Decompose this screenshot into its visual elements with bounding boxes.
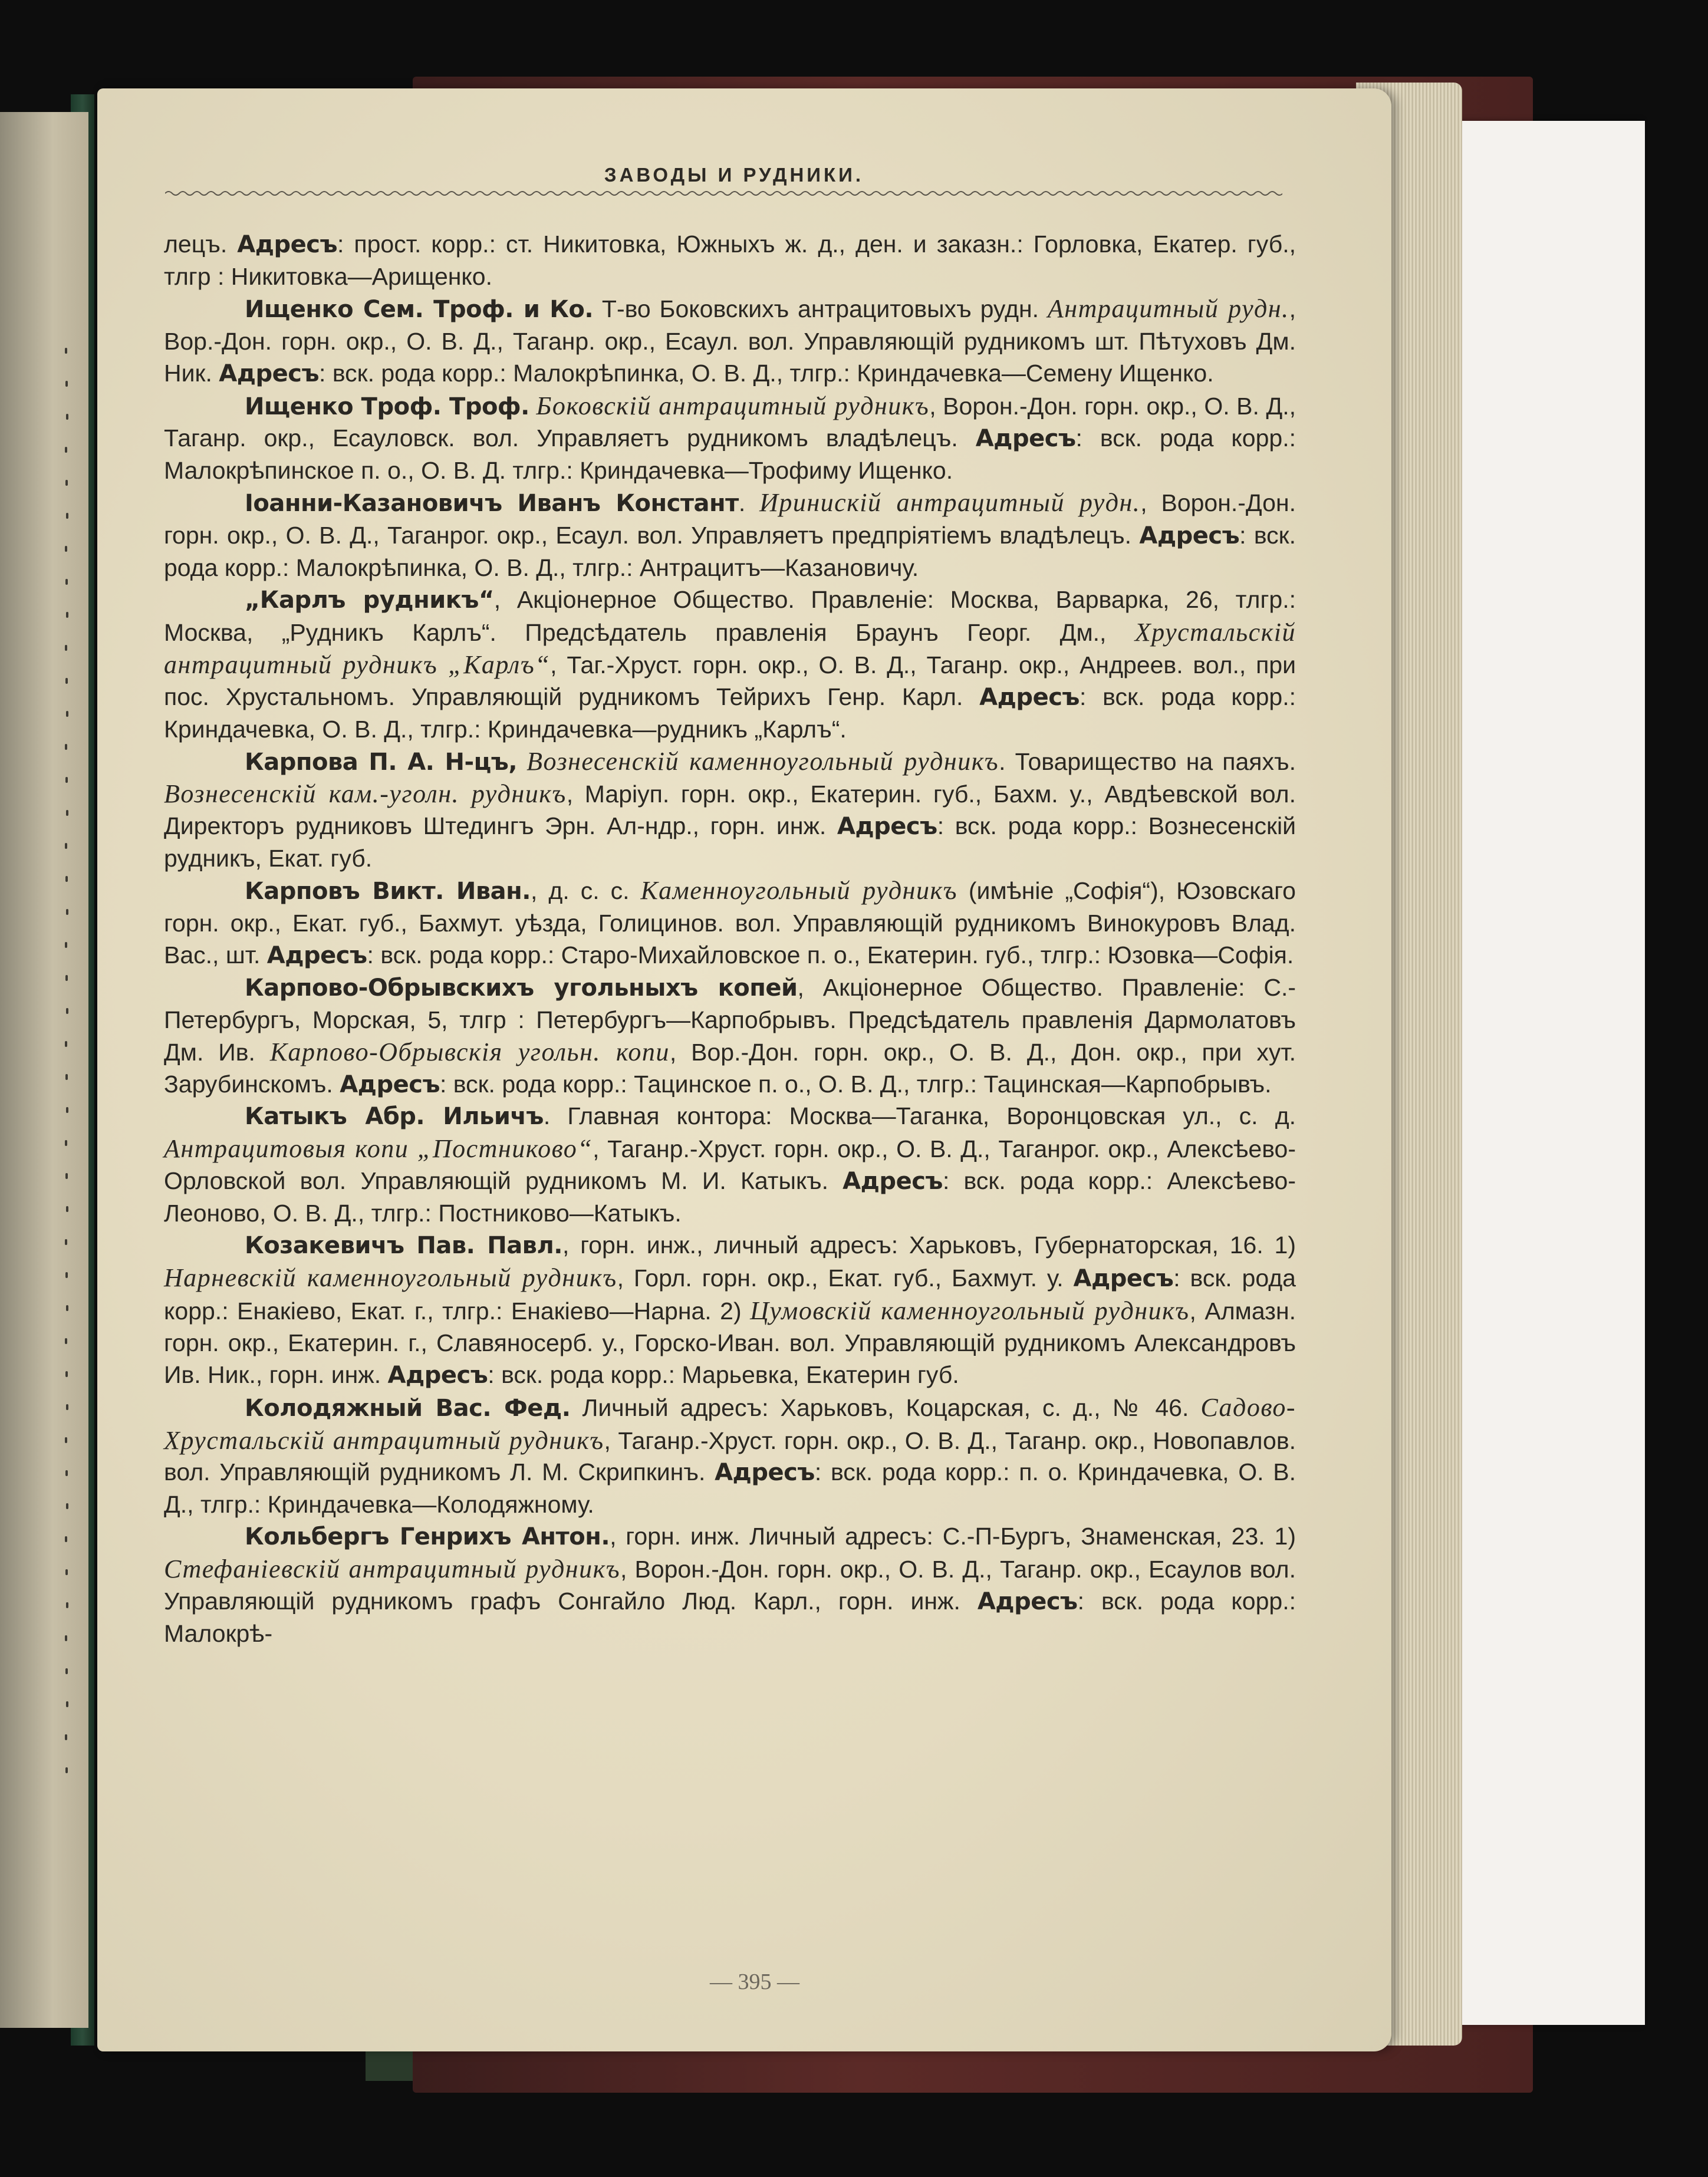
entry-heading: Карпова П. А. Н-цъ, (245, 748, 518, 776)
entry-text: : вск. рода корр.: п. о. Криндачевка, О. В. Д., тлгр.: Криндачевка—Колодяжному. (164, 1458, 1296, 1519)
directory-entry (164, 1392, 1296, 1521)
entry-heading: Адресъ (975, 425, 1076, 453)
entry-text: : вск. рода корр.: Енакіево, Екат. г., тлгр.: Енакіево—Нарна. 2) (164, 1264, 1296, 1325)
entry-text: , Таганр.-Хруст. горн. окр., О. В. Д., Таганрог. окр., Алексѣево-Орловской вол. Управляющій рудникомъ М. И. Катыкъ. (164, 1135, 1296, 1195)
entry-heading: Іоанни-Казановичъ Иванъ Констант (245, 490, 739, 518)
entry-heading: Козакевичъ Пав. Павл. (245, 1232, 562, 1260)
mine-name: Иринискій антрацитный рудн. (759, 488, 1141, 518)
mine-name: Садово-Хрустальскій антрацитный рудникъ (164, 1392, 1296, 1455)
entry-heading: Колодяжный Вас. Фед. (245, 1394, 571, 1422)
entry-text: (имѣніе „Софія“), Юзовскаго горн. окр., Екат. губ., Бахмут. уѣзда, Голицинов. вол. Управляющій рудникомъ Винокуровъ Влад. Вас., шт. (164, 877, 1296, 969)
entry-heading: Карповъ Викт. Иван. (245, 878, 531, 905)
entry-text: : вск. рода корр.: Малокрѣпинское п. о., О. В. Д. тлгр.: Криндачевка—Трофиму Ищенко. (164, 424, 1296, 485)
mine-name: Хрустальскій антрацитный рудникъ „Карлъ“ (164, 617, 1296, 679)
entry-heading: Адресъ (1073, 1265, 1174, 1292)
directory-entry (164, 1521, 1296, 1650)
entry-heading: Адресъ (837, 813, 937, 841)
entry-heading: Адресъ (219, 360, 320, 387)
directory-entry (164, 1230, 1296, 1392)
directory-entry (164, 229, 1296, 293)
entry-heading: Адресъ (340, 1071, 440, 1098)
entry-heading: Адресъ (977, 1588, 1078, 1616)
directory-entry (164, 875, 1296, 972)
entry-text: : вск. рода корр.: Криндачевка, О. В. Д., тлгр.: Криндачевка—рудникъ „Карлъ“. (164, 683, 1296, 743)
mine-name: Цумовскій каменноугольный рудникъ (750, 1296, 1190, 1325)
entry-heading: Адресъ (387, 1361, 488, 1389)
mine-name: Каменноугольный рудникъ (640, 876, 957, 905)
entry-heading: Катыкъ Абр. Ильичъ (245, 1103, 544, 1131)
entry-text: , Таганр.-Хруст. горн. окр., О. В. Д., Таганр. окр., Новопавлов. вол. Управляющій рудникомъ Л. М. Скрипкинъ. (164, 1427, 1296, 1486)
entry-text: лецъ. (164, 230, 238, 258)
entry-heading: „Карлъ рудникъ“ (245, 586, 494, 614)
entry-text: : вск. рода корр.: Тацинское п. о., О. В. Д., тлгр.: Тацинская—Карпобрывъ. (440, 1070, 1272, 1098)
entry-text: : вск. рода корр.: Алексѣево-Леоново, О. В. Д., тлгр.: Постниково—Катыкъ. (164, 1167, 1296, 1227)
entry-text: , Маріуп. горн. окр., Екатерин. губ., Бахм. у., Авдѣевской вол. Директоръ рудниковъ Штедингъ Эрн. Ал-ндр., горн. инж. (164, 780, 1296, 840)
entry-text: , Вор.-Дон. горн. окр., О. В. Д., Таганр. окр., Есаул. вол. Управляющій рудникомъ шт. Пѣтуховъ Дм. Ник. (164, 295, 1296, 387)
entry-text: : вск. рода корр.: Малокрѣ- (164, 1588, 1296, 1647)
directory-entry (164, 584, 1296, 746)
mine-name: Нарневскій каменноугольный рудникъ (164, 1263, 617, 1292)
facing-page-text-fragments (0, 336, 11, 1810)
mine-name: Вознесенскій кам.-уголн. рудникъ (164, 779, 567, 809)
page-number: — 395 — (710, 1969, 799, 1994)
mine-name: Вознесенскій каменноугольный рудникъ (526, 746, 999, 776)
entry-heading: Адресъ (979, 683, 1080, 711)
directory-entry (164, 746, 1296, 875)
wavy-rule (165, 189, 1282, 198)
mine-name: Боковскій антрацитный рудникъ (536, 391, 930, 420)
page-body (164, 229, 1296, 1650)
entry-text: , Ворон.-Дон. горн. окр., О. В. Д., Таганрог. окр., Есаул. вол. Управляетъ предпріятіемъ владѣлецъ. (164, 489, 1296, 549)
entry-text: , Акціонерное Общество. Правленіе: Москва, Варварка, 26, тлгр.: Москва, „Рудникъ Карлъ“. Предсѣдатель правленія Браунъ Георг. Дм., (164, 585, 1296, 646)
entry-text: , Ворон.-Дон. горн. окр., О. В. Д., Таганр. окр., Есаулов вол. Управляющій рудникомъ графъ Сонгайло Люд. Карл., горн. инж. (164, 1556, 1296, 1615)
entry-text: , д. с. с. (531, 877, 641, 905)
running-head: ЗАВОДЫ И РУДНИКИ. (604, 164, 864, 186)
entry-heading: Ищенко Сем. Троф. и Ко. (245, 295, 594, 323)
entry-text: , Акціонерное Общество. Правленіе: С.-Петербургъ, Морская, 5, тлгр : Петербургъ—Карпобрывъ. Предсѣдатель правленія Дармолатовъ Дм. Ив. (164, 973, 1296, 1066)
entry-heading: Адресъ (237, 231, 338, 258)
directory-entry (164, 1101, 1296, 1230)
mine-name: Антрацитовыя копи „Постниково“ (164, 1134, 593, 1164)
entry-text: . Товарищество на паяхъ. (999, 747, 1296, 775)
entry-heading: Адресъ (843, 1168, 943, 1195)
mine-name: Антрацитный рудн. (1047, 294, 1289, 323)
entry-text: , Таг.-Хруст. горн. окр., О. В. Д., Таганр. окр., Андреев. вол., при пос. Хрустальномъ. Управляющій рудникомъ Тейрихъ Генр. Карл. (164, 651, 1296, 710)
entry-heading: Ищенко Троф. Троф. (245, 393, 529, 420)
entry-text: , Горл. горн. окр., Екат. губ., Бахмут. у. (617, 1264, 1074, 1292)
entry-text: : вск. рода корр.: Малокрѣпинка, О. В. Д., тлгр.: Криндачевка—Семену Ищенко. (319, 359, 1214, 387)
entry-text: . (738, 489, 760, 517)
entry-text: : прост. корр.: ст. Никитовка, Южныхъ ж. д., ден. и заказн.: Горловка, Екатер. губ., тлгр : Никитовка—Арищенко. (164, 230, 1296, 290)
mine-name: Стефаніевскій антрацитный рудникъ (164, 1554, 621, 1584)
mine-name: Карпово-Обрывскія угольн. копи (269, 1037, 670, 1066)
facing-page-edge (0, 112, 88, 2028)
entry-text: : вск. рода корр.: Вознесенскій рудникъ, Екат. губ. (164, 812, 1296, 872)
entry-text: : вск. рода корр.: Старо-Михайловское п. о., Екатерин. губ., тлгр.: Юзовка—Софія. (367, 941, 1294, 969)
entry-text: : вск. рода корр.: Марьевка, Екатерин губ. (488, 1361, 959, 1388)
entry-heading: Кольбергъ Генрихъ Антон. (245, 1523, 610, 1551)
backing-sheet (1433, 121, 1645, 2025)
directory-entry (164, 390, 1296, 488)
entry-text (517, 748, 526, 775)
entry-text: , горн. инж., личный адресъ: Харьковъ, Губернаторская, 16. 1) (562, 1231, 1296, 1259)
entry-text: , горн. инж. Личный адресъ: С.-П-Бургъ, Знаменская, 23. 1) (610, 1523, 1296, 1550)
entry-text: , Вор.-Дон. горн. окр., О. В. Д., Дон. окр., при хут. Зарубинскомъ. (164, 1038, 1296, 1098)
entry-heading: Адресъ (266, 941, 367, 969)
entry-text (529, 393, 537, 420)
entry-heading: Адресъ (1139, 522, 1240, 550)
entry-text: . Главная контора: Москва—Таганка, Воронцовская ул., с. д. (543, 1102, 1296, 1130)
directory-entry (164, 487, 1296, 584)
entry-text: Т-во Боковскихъ антрацитовыхъ рудн. (593, 295, 1048, 322)
entry-text: Личный адресъ: Харьковъ, Коцарская, с. д., № 46. (570, 1394, 1201, 1421)
directory-entry (164, 293, 1296, 390)
entry-text: , Ворон.-Дон. горн. окр., О. В. Д., Таганр. окр., Есауловск. вол. Управляетъ рудникомъ владѣлецъ. (164, 392, 1296, 452)
entry-text: : вск. рода корр.: Малокрѣпинка, О. В. Д., тлгр.: Антрацитъ—Казановичу. (164, 522, 1296, 582)
entry-heading: Карпово-Обрывскихъ угольныхъ копей (245, 974, 798, 1002)
entry-heading: Адресъ (715, 1459, 815, 1487)
directory-entry (164, 972, 1296, 1101)
entry-text: , Алмазн. горн. окр., Екатерин. г., Славяносерб. у., Горско-Иван. вол. Управляющій рудникомъ Александровъ Ив. Ник., горн. инж. (164, 1297, 1296, 1388)
